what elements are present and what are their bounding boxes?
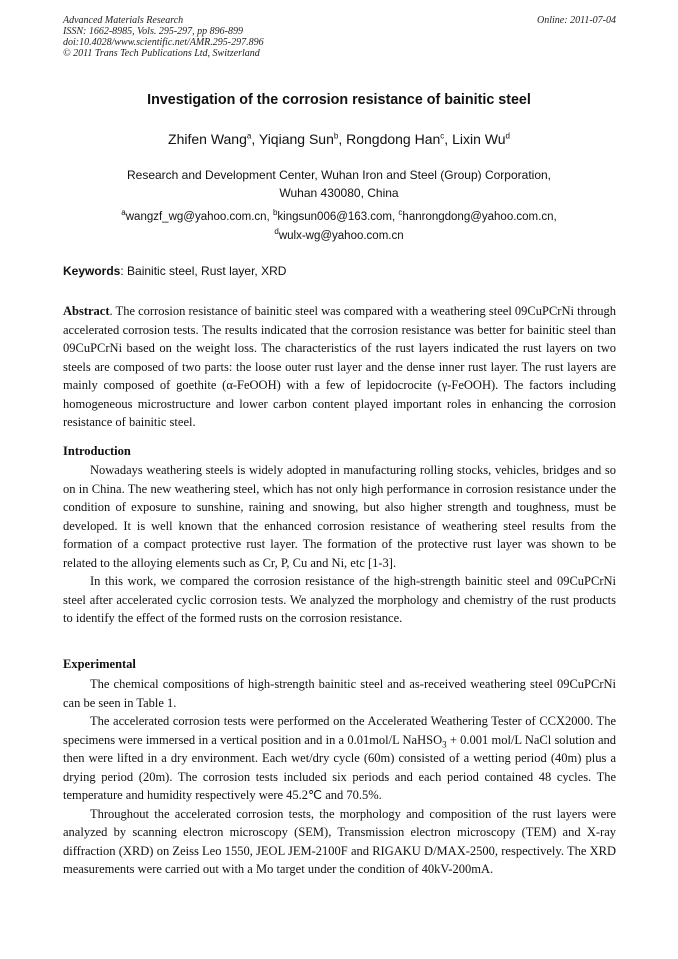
paragraph: In this work, we compared the corrosion resistance of the high-strength bainitic steel and 09CuPCrNi steel after accelerated cyclic corrosion tests. We analyzed the morphology and chemistry of the rust products to identify the effect of the formed rusts on the corrosion resistance.: [63, 574, 616, 625]
experimental-heading: Experimental: [63, 657, 136, 671]
abstract: [63, 302, 616, 432]
author-list: Zhifen Wang$^a$, Yiqiang Sun$^b$, Rongdong Han$^c$, Lixin Wu$^d$: [168, 131, 510, 147]
author-name: Zhifen Wang: [168, 131, 247, 147]
abstract-text: . The corrosion resistance of bainitic steel was compared with a weathering steel 09CuPCrNi through accelerated corrosion tests. The results indicated that the corrosion resistance was better for bainitic steel than 09CuPCrNi based on the weight loss. The characteristics of the rust layers indicated the rust layers on two steels are composed of two parts: the loose outer rust layer and the dense inner rust layer. The rust layers are mainly composed of goethite (α-FeOOH) with a few of lepidocrocite (γ-FeOOH). The factors including homogeneous microstructure and lower carbon content played important roles in enhancing the corrosion resistance of bainitic steel.: [63, 304, 616, 429]
email-address[interactable]: wangzf_wg@yahoo.com.cn,: [125, 211, 270, 223]
introduction-heading: Introduction: [63, 444, 131, 458]
author-name: Lixin Wu: [452, 131, 506, 147]
keywords-text: : Bainitic steel, Rust layer, XRD: [120, 264, 287, 278]
journal-copyright: © 2011 Trans Tech Publications Ltd, Switzerland: [63, 48, 260, 59]
keywords-label: Keywords: [63, 264, 121, 278]
email-mark: b: [272, 208, 278, 218]
journal-issn: ISSN: 1662-8985, Vols. 295-297, pp 896-899: [63, 26, 243, 37]
paragraph: The chemical compositions of high-strength bainitic steel and as-received weathering steel 09CuPCrNi can be seen in Table 1.: [63, 677, 616, 710]
author-mark: a: [246, 131, 252, 141]
email-address[interactable]: kingsun006@163.com,: [277, 211, 396, 223]
abstract-label: Abstract: [63, 304, 110, 318]
author-mark: d: [505, 131, 510, 141]
journal-name: Advanced Materials Research: [63, 15, 184, 26]
email-list: [0, 208, 678, 246]
author-name: Rongdong Han: [346, 131, 441, 147]
author-mark: c: [440, 131, 445, 141]
introduction-section: [63, 461, 616, 628]
affiliation: [0, 166, 678, 202]
subscript: 3: [442, 739, 447, 749]
email-address[interactable]: wulx-wg@yahoo.com.cn: [278, 230, 404, 242]
email-address[interactable]: hanrongdong@yahoo.com.cn,: [402, 211, 557, 223]
paragraph: Throughout the accelerated corrosion tests, the morphology and composition of the rust layers were analyzed by scanning electron microscopy (SEM), Transmission electron microscopy (TEM) and X-ray diffraction (XRD) on Zeiss Leo 1550, JEOL JEM-2100F and RIGAKU D/MAX-2500, respectively. The XRD measurements were carried out with a Mo target under the condition of 40kV-200mA.: [63, 806, 616, 876]
experimental-section: [63, 675, 616, 879]
email-mark: c: [398, 208, 403, 218]
author-mark: b: [333, 131, 339, 141]
journal-doi: doi:10.4028/www.scientific.net/AMR.295-297.896: [63, 37, 264, 48]
keywords: [63, 264, 616, 278]
affiliation-line: Wuhan 430080, China: [279, 186, 399, 200]
email-mark: a: [121, 208, 126, 218]
email-line: [0, 208, 678, 227]
paragraph-text: + 0.001 mol/L NaCl solution and then were lifted in a dry environment. Each wet/dry cycle (60m) consisted of a wetting period (40m) plus a drying period (20m). The corrosion tests included six periods and each period contained 48 cycles. The temperature and humidity respectively were 45.2℃ and 70.5%.: [63, 732, 617, 802]
journal-header: [63, 15, 616, 59]
paragraph-text: The accelerated corrosion tests were performed on the Accelerated Weathering Tester of CCX2000. The specimens were immersed in a vertical position and in a 0.01mol/L NaHSO: [63, 714, 616, 747]
affiliation-line: Research and Development Center, Wuhan Iron and Steel (Group) Corporation,: [126, 168, 551, 182]
online-date: Online: 2011-07-04: [537, 15, 616, 26]
paragraph: [63, 712, 616, 805]
paper-title: Investigation of the corrosion resistance of bainitic steel: [147, 92, 531, 108]
email-mark: d: [274, 227, 279, 237]
author-name: Yiqiang Sun: [258, 131, 334, 147]
paragraph: Nowadays weathering steels is widely adopted in manufacturing rolling stocks, vehicles, bridges and so on in China. The new weathering steel, which has not only high performance in corrosion resistance under the condition of exposure to sunshine, raining and snowing, but also higher strength and toughness, must be developed. It is well known that the enhanced corrosion resistance of weathering steel results from the formation of a compact protective rust layer. The formation of the protective rust layer was shown to be related to the alloying elements such as Cr, P, Cu and Ni, etc [1-3].: [63, 463, 616, 570]
email-line: [0, 227, 678, 246]
